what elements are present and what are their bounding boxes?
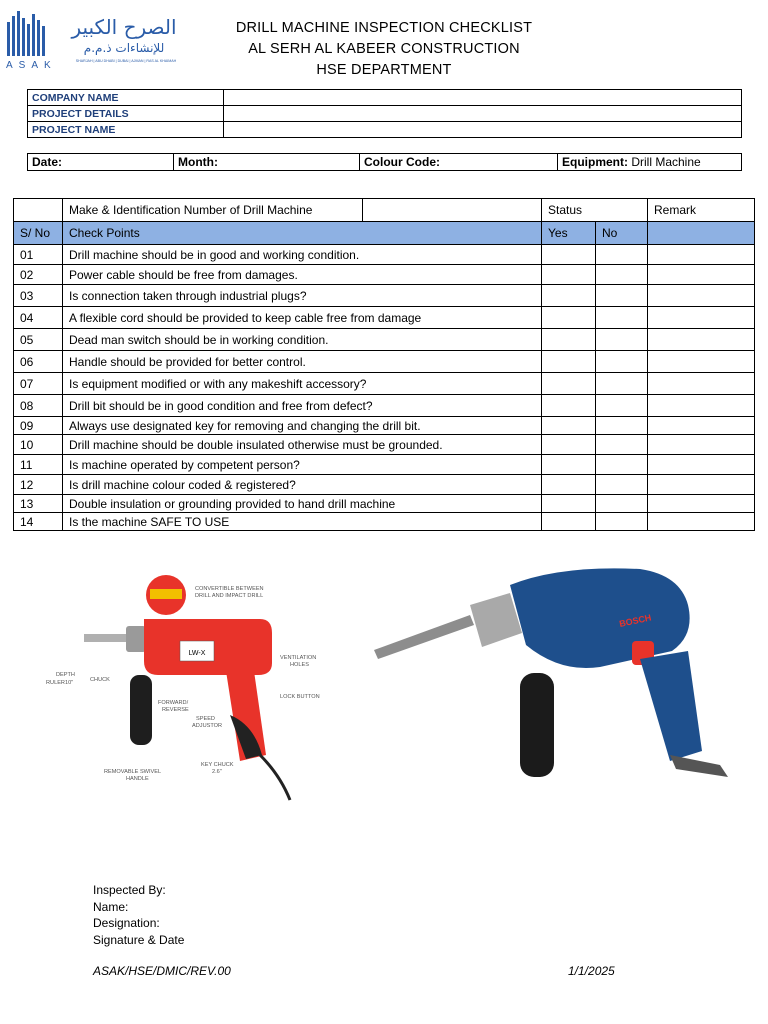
checklist-row — [14, 329, 755, 351]
yes-cell[interactable] — [542, 329, 596, 351]
label-handle: HANDLE — [126, 776, 149, 782]
yes-cell[interactable] — [542, 455, 596, 475]
checklist-row — [14, 455, 755, 475]
checklist-rows — [14, 245, 755, 531]
make-row — [14, 199, 755, 222]
checklist-row — [14, 351, 755, 373]
no-cell[interactable] — [596, 245, 648, 265]
label-ruler: RULER10" — [46, 680, 74, 686]
label-key-size: 2.6" — [212, 769, 222, 775]
title-line-1: DRILL MACHINE INSPECTION CHECKLIST — [235, 20, 533, 36]
check-points-header: Check Points — [63, 222, 542, 245]
check-point-text: Power cable should be free from damages. — [63, 265, 542, 285]
no-cell[interactable] — [596, 329, 648, 351]
row-number: 03 — [14, 285, 63, 307]
no-cell[interactable] — [596, 307, 648, 329]
mode-arrow-icon — [150, 589, 182, 599]
row-number: 07 — [14, 373, 63, 395]
signature-date-label: Signature & Date — [93, 932, 185, 947]
equipment-value: Drill Machine — [631, 155, 701, 169]
month-label: Month: — [178, 155, 218, 169]
no-cell[interactable] — [596, 417, 648, 435]
status-header: Status — [542, 199, 648, 222]
no-cell[interactable] — [596, 475, 648, 495]
yes-cell[interactable] — [542, 417, 596, 435]
row-number: 02 — [14, 265, 63, 285]
yes-cell[interactable] — [542, 495, 596, 513]
row-number: 12 — [14, 475, 63, 495]
chuck-icon — [126, 626, 146, 652]
no-cell[interactable] — [596, 373, 648, 395]
check-point-text: Dead man switch should be in working condition. — [63, 329, 542, 351]
yes-cell[interactable] — [542, 435, 596, 455]
equipment-field[interactable] — [558, 154, 742, 171]
row-number: 06 — [14, 351, 63, 373]
drill-bit — [374, 615, 474, 659]
no-cell[interactable] — [596, 285, 648, 307]
info-row-project-name — [28, 122, 742, 138]
row-number: 14 — [14, 513, 63, 531]
check-point-text: Is connection taken through industrial plugs? — [63, 285, 542, 307]
checklist-row — [14, 265, 755, 285]
date-label: Date: — [32, 155, 63, 169]
project-details-label: PROJECT DETAILS — [28, 106, 224, 122]
blue-drill-brand: BOSCH — [618, 612, 653, 629]
label-forward: FORWARD/ — [158, 700, 189, 706]
checklist-table — [13, 198, 755, 531]
check-point-text: Is the machine SAFE TO USE — [63, 513, 542, 531]
chuck-bit — [84, 634, 128, 642]
info-row-company — [28, 90, 742, 106]
blue-drill-grip — [640, 651, 702, 761]
red-drill-brand: LW-X — [188, 650, 206, 657]
row-number: 04 — [14, 307, 63, 329]
red-drill-diagram — [46, 575, 320, 800]
label-convertible-2: DRILL AND IMPACT DRILL — [195, 593, 264, 599]
remark-cell[interactable] — [648, 373, 755, 395]
title-line-2: AL SERH AL KABEER CONSTRUCTION — [248, 41, 520, 57]
company-name-field[interactable] — [224, 90, 742, 106]
inspected-by-label: Inspected By: — [93, 883, 166, 897]
month-field[interactable] — [174, 154, 360, 171]
check-point-text: Always use designated key for removing and changing the drill bit. — [63, 417, 542, 435]
no-cell[interactable] — [596, 513, 648, 531]
remark-header-blank — [648, 222, 755, 245]
blue-depth-gauge — [670, 755, 728, 777]
checklist-row — [14, 435, 755, 455]
row-number: 09 — [14, 417, 63, 435]
remark-cell[interactable] — [648, 245, 755, 265]
sn-header: S/ No — [14, 222, 63, 245]
check-point-text: Drill machine should be double insulated otherwise must be grounded. — [63, 435, 542, 455]
blue-side-handle — [520, 673, 554, 777]
checklist-row — [14, 245, 755, 265]
no-cell[interactable] — [596, 265, 648, 285]
check-point-text: Is equipment modified or with any makeshift accessory? — [63, 373, 542, 395]
remark-cell[interactable] — [648, 475, 755, 495]
yes-cell[interactable] — [542, 475, 596, 495]
yes-header: Yes — [542, 222, 596, 245]
blue-drill-chuck — [470, 593, 522, 647]
remark-cell[interactable] — [648, 351, 755, 373]
project-info-table — [27, 89, 742, 138]
checklist-row — [14, 285, 755, 307]
row-number: 05 — [14, 329, 63, 351]
row-number: 11 — [14, 455, 63, 475]
no-cell[interactable] — [596, 435, 648, 455]
project-name-label: PROJECT NAME — [28, 122, 224, 138]
remark-cell[interactable] — [648, 435, 755, 455]
column-header-row — [14, 222, 755, 245]
logo-text: ASAK — [6, 60, 57, 70]
remark-cell[interactable] — [648, 285, 755, 307]
check-point-text: Is machine operated by competent person? — [63, 455, 542, 475]
label-convertible: CONVERTIBLE BETWEEN — [195, 586, 264, 592]
name-label: Name: — [93, 899, 129, 914]
designation-label: Designation: — [93, 916, 160, 930]
yes-cell[interactable] — [542, 265, 596, 285]
remark-header: Remark — [648, 199, 755, 222]
blue-drill-photo — [374, 568, 728, 777]
project-name-field[interactable] — [224, 122, 742, 138]
row-number: 01 — [14, 245, 63, 265]
no-cell[interactable] — [596, 351, 648, 373]
remark-cell[interactable] — [648, 395, 755, 417]
label-speed: SPEED — [196, 716, 215, 722]
title-line-3: HSE DEPARTMENT — [316, 62, 452, 78]
document-code: ASAK/HSE/DMIC/REV.00 — [93, 964, 231, 978]
logo-cities: SHARJAH | ABU DHABI | DUBAI | AJMAN | RAS AL KHAIMAH — [75, 59, 177, 63]
document-title — [200, 18, 568, 81]
check-point-text: Handle should be provided for better control. — [63, 351, 542, 373]
colour-code-field[interactable] — [360, 154, 558, 171]
remark-cell[interactable] — [648, 417, 755, 435]
label-lock-button: LOCK BUTTON — [280, 694, 320, 700]
no-cell[interactable] — [596, 395, 648, 417]
logo-arabic-sub: للإنشاءات ذ.م.م — [83, 41, 165, 55]
checklist-row — [14, 513, 755, 531]
no-header: No — [596, 222, 648, 245]
make-value-field[interactable] — [363, 199, 542, 222]
date-field[interactable] — [28, 154, 174, 171]
checklist-row — [14, 417, 755, 435]
check-point-text: Drill bit should be in good condition and free from defect? — [63, 395, 542, 417]
check-point-text: A flexible cord should be provided to keep cable free from damage — [63, 307, 542, 329]
yes-cell[interactable] — [542, 351, 596, 373]
colour-code-label: Colour Code: — [364, 155, 440, 169]
logo-arabic: الصرح الكبير — [71, 15, 177, 39]
remark-cell[interactable] — [648, 265, 755, 285]
checklist-row — [14, 307, 755, 329]
row-number: 13 — [14, 495, 63, 513]
remark-cell[interactable] — [648, 329, 755, 351]
yes-cell[interactable] — [542, 307, 596, 329]
remark-cell[interactable] — [648, 495, 755, 513]
date-bar-table — [27, 153, 742, 171]
label-swivel: REMOVABLE SWIVEL — [104, 769, 162, 775]
label-key-chuck: KEY CHUCK — [201, 762, 234, 768]
no-cell[interactable] — [596, 455, 648, 475]
make-sn-cell — [14, 199, 63, 222]
side-handle — [130, 675, 152, 745]
check-point-text: Double insulation or grounding provided to hand drill machine — [63, 495, 542, 513]
equipment-label: Equipment: — [562, 155, 628, 169]
label-chuck: CHUCK — [90, 677, 110, 683]
checklist-row — [14, 395, 755, 417]
row-number: 10 — [14, 435, 63, 455]
checklist-row — [14, 495, 755, 513]
inspection-signoff — [93, 882, 184, 948]
power-cord — [260, 755, 290, 800]
yes-cell[interactable] — [542, 285, 596, 307]
label-ventilation: VENTILATION — [280, 655, 317, 661]
check-point-text: Is drill machine colour coded & registered? — [63, 475, 542, 495]
company-logo — [4, 8, 194, 70]
checklist-row — [14, 373, 755, 395]
make-label: Make & Identification Number of Drill Machine — [63, 199, 363, 222]
info-row-project-details — [28, 106, 742, 122]
yes-cell[interactable] — [542, 395, 596, 417]
label-adjustor: ADJUSTOR — [192, 723, 223, 729]
no-cell[interactable] — [596, 495, 648, 513]
remark-cell[interactable] — [648, 455, 755, 475]
remark-cell[interactable] — [648, 513, 755, 531]
project-details-field[interactable] — [224, 106, 742, 122]
remark-cell[interactable] — [648, 307, 755, 329]
check-point-text: Drill machine should be in good and working condition. — [63, 245, 542, 265]
label-ventilation-2: HOLES — [290, 662, 309, 668]
document-date: 1/1/2025 — [568, 964, 615, 978]
yes-cell[interactable] — [542, 245, 596, 265]
row-number: 08 — [14, 395, 63, 417]
yes-cell[interactable] — [542, 373, 596, 395]
label-depth: DEPTH — [56, 672, 75, 678]
blue-drill-body — [510, 568, 690, 668]
label-reverse: REVERSE — [162, 707, 189, 713]
drill-illustrations — [40, 555, 768, 815]
company-name-label: COMPANY NAME — [28, 90, 224, 106]
checklist-row — [14, 475, 755, 495]
yes-cell[interactable] — [542, 513, 596, 531]
